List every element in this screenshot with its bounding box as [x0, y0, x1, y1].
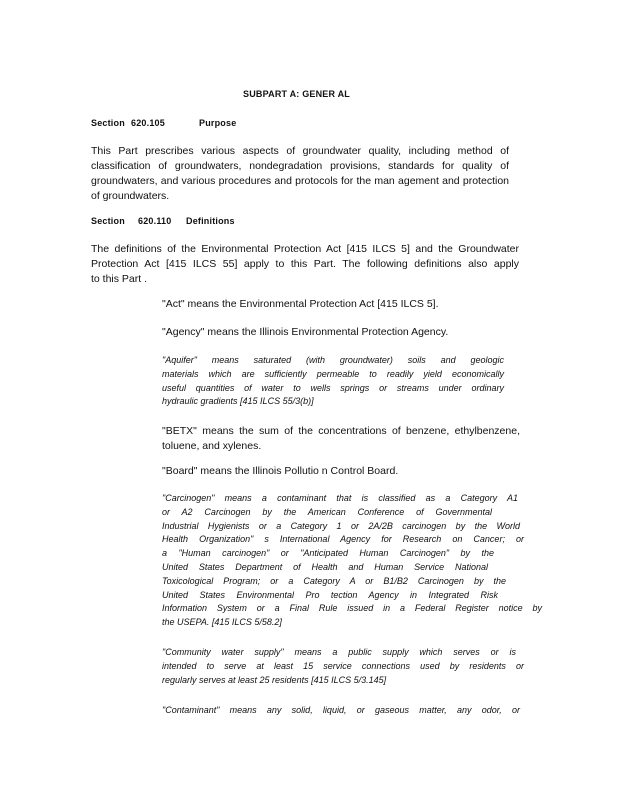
body-line: The definitions of the Environmental Protection Act [415 ILCS 5] and the Groundwater: [91, 243, 519, 255]
body-line: groundwaters, and various procedures and protocols for the man agement and protection: [91, 175, 509, 187]
subpart-title: SUBPART A: GENER AL: [243, 89, 350, 99]
definition-community-water-supply: [162, 646, 524, 687]
definition-line: or A2 Carcinogen by the American Conference of Governmental: [162, 506, 492, 517]
definition-line: intended to serve at least 15 service connections used by residents or: [162, 660, 524, 671]
section-110-number: 620.110: [138, 216, 172, 226]
definition-aquifer: [162, 354, 504, 409]
definition-contaminant: [162, 704, 520, 718]
body-line: Protection Act [415 ILCS 55] apply to this Part. The following definitions also apply: [91, 258, 519, 270]
section-110-title: Definitions: [186, 216, 235, 226]
definition-agency: [162, 325, 448, 340]
definition-line: the USEPA. [415 ILCS 5/58.2]: [162, 617, 282, 628]
definition-line: "Community water supply" means a public supply which serves or is: [162, 647, 516, 657]
definition-line: "BETX" means the sum of the concentrations of benzene, ethylbenzene,: [162, 425, 520, 437]
definition-line: a "Human carcinogen" or "Anticipated Human Carcinogen" by the: [162, 548, 494, 559]
definition-carcinogen: [162, 492, 542, 630]
definition-line: Toxicological Program; or a Category A or B1/B2 Carcinogen by the: [162, 575, 506, 586]
definition-line: useful quantities of water to wells springs or streams under ordinary: [162, 382, 504, 393]
body-line: This Part prescribes various aspects of groundwater quality, including method of: [91, 145, 509, 157]
body-line: classification of groundwaters, nondegradation provisions, standards for quality of: [91, 160, 509, 172]
definition-line: toluene, and xylenes.: [162, 440, 262, 452]
definition-line: Industrial Hygienists or a Category 1 or 2A/2B carcinogen by the World: [162, 520, 520, 531]
definition-line: hydraulic gradients [415 ILCS 55/3(b)]: [162, 396, 314, 407]
definition-line: "Agency" means the Illinois Environmental Protection Agency.: [162, 326, 449, 338]
section-110-label: Section: [91, 216, 125, 226]
definition-line: "Act" means the Environmental Protection Act [415 ILCS 5].: [162, 298, 439, 310]
definition-line: materials which are sufficiently permeable to readily yield economically: [162, 368, 504, 379]
definition-line: regularly serves at least 25 residents [415 ILCS 5/3.145]: [162, 674, 387, 685]
definition-line: Information System or a Final Rule issued in a Federal Register notice by: [162, 603, 542, 614]
section-110-body: [91, 242, 519, 287]
body-line: of groundwaters.: [91, 190, 170, 202]
section-105-number: 620.105: [131, 118, 165, 128]
section-105-label: Section: [91, 118, 125, 128]
definition-board: [162, 464, 398, 479]
section-105-title: Purpose: [199, 118, 237, 128]
section-105-body: [91, 144, 509, 204]
definition-line: United States Department of Health and Human Service National: [162, 561, 488, 572]
definition-line: "Contaminant" means any solid, liquid, or gaseous matter, any odor, or: [162, 705, 520, 715]
definition-line: "Aquifer" means saturated (with groundwater) soils and geologic: [162, 355, 504, 365]
definition-line: "Carcinogen" means a contaminant that is classified as a Category A1: [162, 493, 518, 503]
definition-act: [162, 297, 439, 312]
definition-line: Health Organization" s International Agency for Research on Cancer; or: [162, 534, 524, 545]
definition-line: United States Environmental Pro tection Agency in Integrated Risk: [162, 589, 498, 600]
definition-line: "Board" means the Illinois Pollutio n Control Board.: [162, 465, 399, 477]
definition-betx: [162, 424, 520, 454]
body-line: to this Part .: [91, 273, 148, 285]
